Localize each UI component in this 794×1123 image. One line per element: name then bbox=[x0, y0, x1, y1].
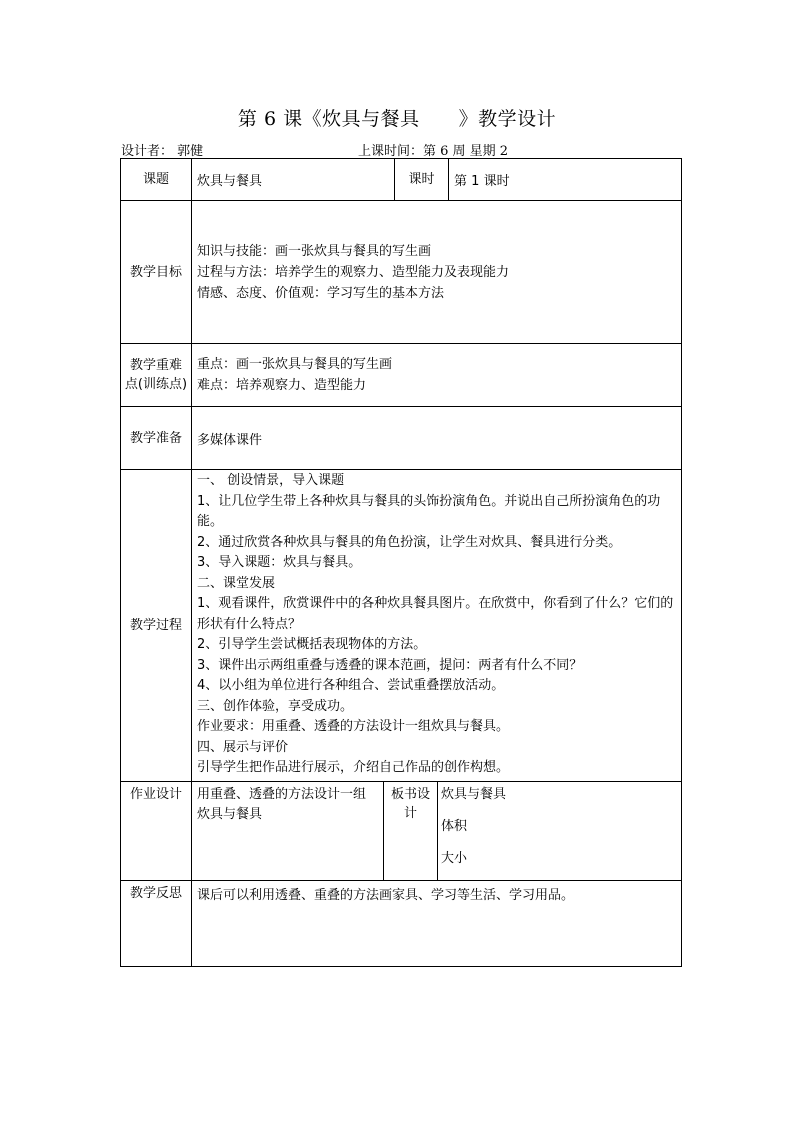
lesson-plan-table bbox=[120, 158, 682, 967]
board-gap bbox=[441, 837, 676, 849]
board-gap bbox=[441, 805, 676, 817]
process-line: 四、展示与评价 bbox=[197, 739, 289, 755]
goal-line: 过程与方法：培养学生的观察力、造型能力及表现能力 bbox=[197, 264, 510, 280]
row-reflection bbox=[121, 880, 682, 966]
process-line: 三、创作体验，享受成功。 bbox=[197, 698, 354, 714]
row-keypoints bbox=[121, 344, 682, 407]
board-line: 炊具与餐具 bbox=[441, 786, 507, 802]
page-title: 第 6 课《炊具与餐具 》教学设计 bbox=[237, 108, 557, 130]
process-line: 二、课堂发展 bbox=[197, 575, 276, 591]
row-topic bbox=[121, 159, 682, 201]
class-time-line: 上课时间：第 6 周 星期 2 bbox=[358, 144, 509, 159]
process-line: 4、以小组为单位进行各种组合、尝试重叠摆放活动。 bbox=[197, 678, 505, 693]
homework-content: 用重叠、透叠的方法设计一组炊具与餐具 bbox=[192, 781, 384, 880]
board-label: 板书设计 bbox=[384, 781, 438, 880]
keypoints-label: 教学重难点(训练点) bbox=[121, 344, 192, 407]
process-line: 3、课件出示两组重叠与透叠的课本范画，提问：两者有什么不同？ bbox=[197, 657, 583, 673]
goals-content bbox=[192, 201, 682, 344]
reflection-label: 教学反思 bbox=[121, 880, 192, 966]
process-line: 1、让几位学生带上各种炊具与餐具的头饰扮演角色。并说出自己所扮演角色的功能。 bbox=[197, 493, 661, 529]
hours-label: 课时 bbox=[395, 159, 449, 201]
row-prep bbox=[121, 407, 682, 470]
keypoint-line: 重点：画一张炊具与餐具的写生画 bbox=[197, 357, 393, 372]
process-line: 1、观看课件，欣赏课件中的各种炊具餐具图片。在欣赏中，你看到了什么？它们的形状有什么特点？ bbox=[197, 596, 674, 632]
process-content bbox=[192, 470, 682, 782]
row-process bbox=[121, 470, 682, 782]
process-line: 作业要求：用重叠、透叠的方法设计一组炊具与餐具。 bbox=[197, 719, 510, 734]
goal-line: 知识与技能：画一张炊具与餐具的写生画 bbox=[197, 243, 432, 259]
topic-label: 课题 bbox=[121, 159, 192, 201]
process-line: 2、引导学生尝试概括表现物体的方法。 bbox=[197, 637, 427, 652]
goal-line: 情感、态度、价值观：学习写生的基本方法 bbox=[197, 285, 445, 301]
board-line: 体积 bbox=[441, 818, 468, 834]
keypoints-content bbox=[192, 344, 682, 407]
process-line: 一、 创设情景，导入课题 bbox=[197, 473, 345, 488]
process-line: 2、通过欣赏各种炊具与餐具的角色扮演，让学生对炊具、餐具进行分类。 bbox=[197, 534, 622, 550]
designer-line: 设计者： 郭健 bbox=[121, 144, 204, 159]
process-line: 引导学生把作品进行展示，介绍自己作品的创作构想。 bbox=[197, 760, 510, 775]
board-content bbox=[438, 781, 682, 880]
keypoint-line: 难点：培养观察力、造型能力 bbox=[197, 378, 367, 393]
process-label: 教学过程 bbox=[121, 470, 192, 782]
reflection-content: 课后可以利用透叠、重叠的方法画家具、学习等生活、学习用品。 bbox=[192, 880, 682, 966]
row-goals bbox=[121, 201, 682, 344]
homework-label: 作业设计 bbox=[121, 781, 192, 880]
prep-label: 教学准备 bbox=[121, 407, 192, 470]
topic-value: 炊具与餐具 bbox=[192, 159, 395, 201]
goals-label: 教学目标 bbox=[121, 201, 192, 344]
prep-content: 多媒体课件 bbox=[192, 407, 682, 470]
row-homework bbox=[121, 781, 682, 880]
board-line: 大小 bbox=[441, 850, 468, 866]
hours-value: 第 1 课时 bbox=[449, 159, 682, 201]
process-line: 3、导入课题：炊具与餐具。 bbox=[197, 555, 362, 570]
